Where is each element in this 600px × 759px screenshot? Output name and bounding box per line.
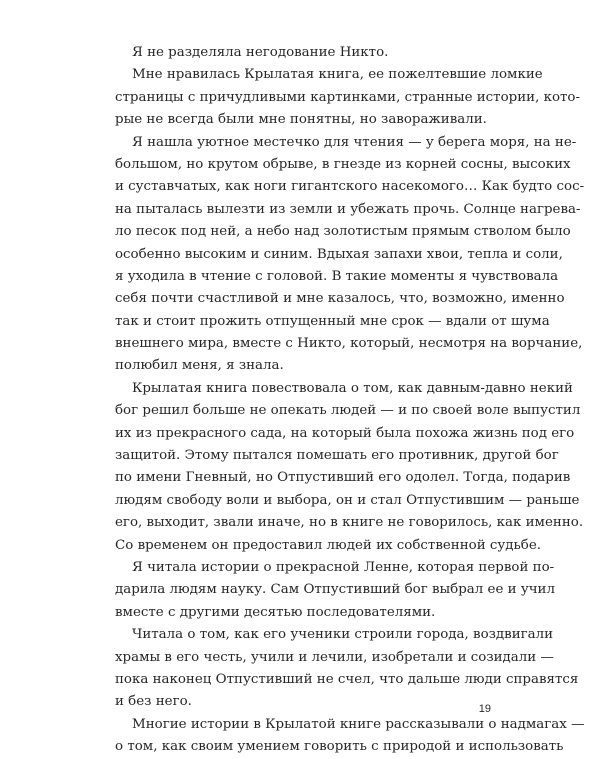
paragraph-line: Крылатая книга повествовала о том, как давным-давно некий — [132, 380, 573, 396]
paragraph-line: по имени Гневный, но Отпустивший его одолел. Тогда, подарив — [115, 470, 571, 486]
paragraph-line: людям свободу воли и выбора, он и стал Отпустившим — раньше — [115, 492, 580, 508]
body-text — [115, 42, 585, 759]
paragraph-line: Я нашла уютное местечко для чтения — у берега моря, на не- — [132, 134, 577, 150]
paragraph-line: полюбил меня, я знала. — [115, 358, 284, 374]
paragraph-line: рые не всегда были мне понятны, но завораживали. — [115, 112, 487, 128]
paragraph-line: о том, как своим умением говорить с природой и использовать — [115, 739, 564, 755]
paragraph-line: страницы с причудливыми картинками, странные истории, кото- — [115, 89, 581, 105]
paragraph-line: особенно высоким и синим. Вдыхая запахи хвои, тепла и соли, — [115, 246, 563, 262]
paragraph-line: так и стоит прожить отпущенный мне срок — вдали от шума — [115, 313, 550, 329]
paragraph-line: храмы в его честь, учили и лечили, изобретали и созидали — — [115, 649, 554, 665]
paragraph-line: и суставчатых, как ноги гигантского насекомого… Как будто сос- — [115, 179, 585, 195]
paragraph-line: на пыталась вылезти из земли и убежать прочь. Солнце нагрева- — [115, 201, 581, 217]
paragraph-line: вместе с другими десятью последователями. — [115, 604, 436, 620]
paragraph-line: себя почти счастливой и мне казалось, что, возможно, именно — [115, 291, 565, 307]
paragraph-line: Я не разделяла негодование Никто. — [132, 45, 389, 60]
paragraph-line: пока наконец Отпустивший не счел, что дальше люди справятся — [115, 671, 579, 687]
paragraph-line: Читала о том, как его ученики строили города, воздвигали — [132, 627, 554, 643]
paragraph-line: дарила людям науку. Сам Отпустивший бог выбрал ее и учил — [115, 582, 555, 598]
page-number: 19 — [478, 703, 491, 715]
paragraph-line: их из прекрасного сада, на который была похожа жизнь под его — [115, 425, 575, 441]
paragraph-line: ло песок под ней, а небо над золотистым прямым стволом было — [115, 224, 571, 240]
paragraph-line: его, выходит, звали иначе, но в книге не говорилось, как именно. — [115, 515, 584, 531]
paragraph-line: я уходила в чтение с головой. В такие моменты я чувствовала — [115, 268, 559, 284]
paragraph-line: Мне нравилась Крылатая книга, ее пожелтевшие ломкие — [132, 67, 543, 83]
paragraph-line: бог решил больше не опекать людей — и по своей воле выпустил — [115, 403, 581, 419]
paragraph-line: Со временем он предоставил людей их собственной судьбе. — [115, 537, 542, 553]
paragraph-line: Многие истории в Крылатой книге рассказывали о надмагах — — [132, 716, 585, 732]
paragraph-line: защитой. Этому пытался помешать его противник, другой бог — [115, 448, 559, 464]
paragraph-line: большом, но крутом обрыве, в гнезде из корней сосны, высоких — [115, 156, 571, 172]
paragraph-line: и без него. — [115, 694, 192, 710]
paragraph-line: внешнего мира, вместе с Никто, который, несмотря на ворчание, — [115, 336, 583, 352]
paragraph-line: Я читала истории о прекрасной Ленне, которая первой по- — [132, 559, 555, 575]
